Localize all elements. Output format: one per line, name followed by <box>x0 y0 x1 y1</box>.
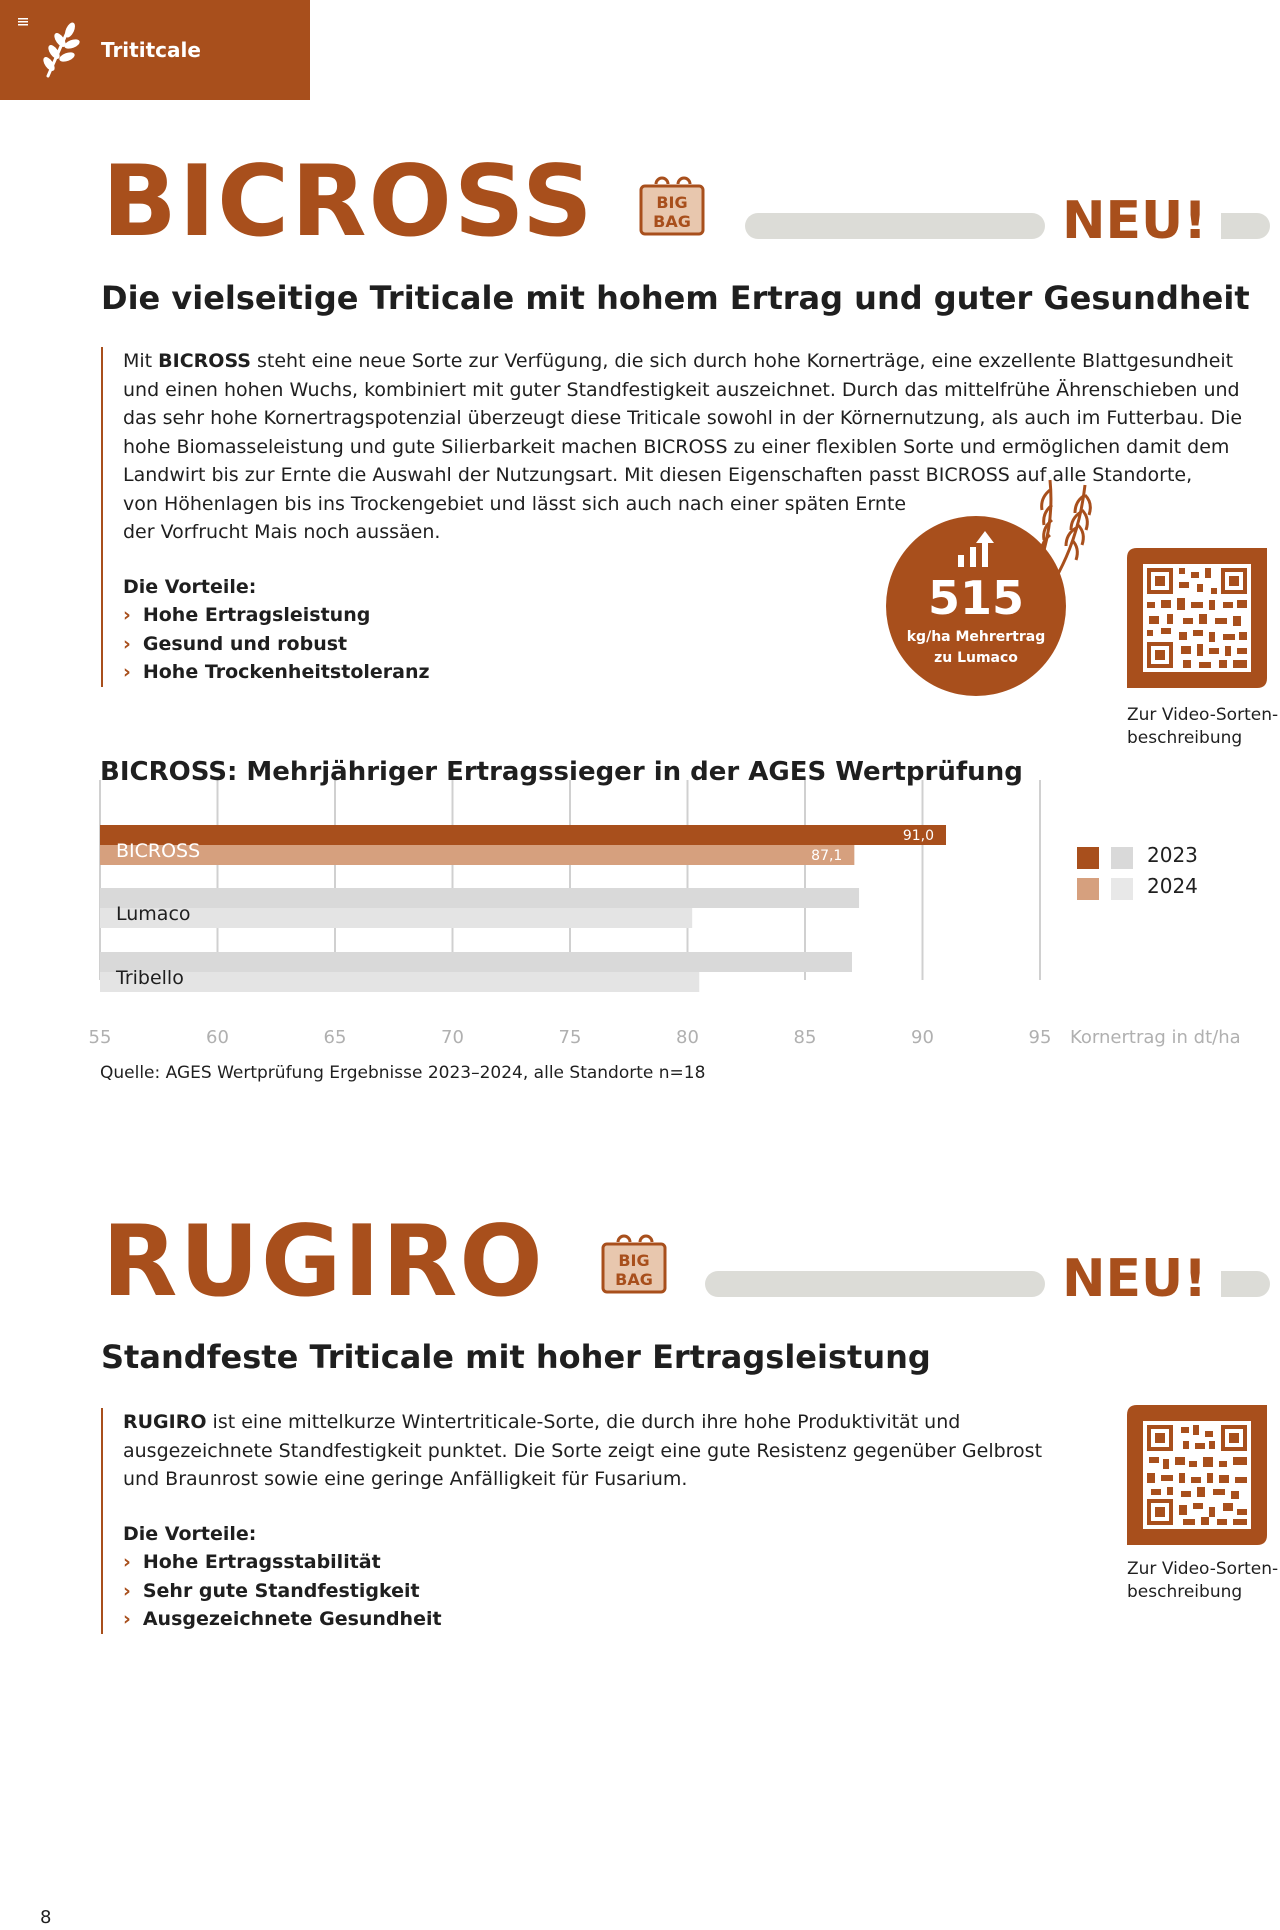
growth-chart-icon <box>956 531 1000 569</box>
legend-swatch <box>1077 878 1099 900</box>
list-item: › Hohe Ertragsstabilität <box>123 1551 381 1573</box>
legend-label: 2024 <box>1147 874 1198 898</box>
bar-2024-bicross <box>100 845 854 865</box>
new-label: NEU! <box>1048 191 1221 251</box>
product-name-rugiro: RUGIRO <box>102 1205 545 1319</box>
new-label: NEU! <box>1048 1249 1221 1309</box>
yield-chart <box>0 760 1280 1060</box>
bar-category-label: Lumaco <box>116 903 191 925</box>
x-tick-label: 60 <box>206 1027 229 1048</box>
big-bag-icon <box>638 172 706 236</box>
big-bag-line2: BAG <box>653 212 691 231</box>
x-tick-label: 65 <box>323 1027 347 1048</box>
badge-line2: zu Lumaco <box>934 650 1018 666</box>
rugiro-description-block <box>101 1408 1081 1634</box>
qr-code-icon[interactable] <box>1127 548 1267 688</box>
legend-label: 2023 <box>1147 843 1198 867</box>
category-header-tab <box>0 0 310 100</box>
list-item: › Hohe Ertragsleistung <box>123 604 371 626</box>
bar-2023-lumaco <box>100 888 859 908</box>
wheat-icon <box>40 22 80 78</box>
qr-caption: Zur Video-Sorten- beschreibung <box>1127 705 1279 748</box>
category-label: Trititcale <box>101 38 201 62</box>
chart-source: Quelle: AGES Wertprüfung Ergebnisse 2023–2024, alle Standorte n=18 <box>100 1063 706 1083</box>
bicross-description-line2: von Höhenlagen bis ins Trockengebiet und lässt sich auch nach einer späten Ernte <box>123 492 907 515</box>
advantages-heading: Die Vorteile: <box>123 1522 257 1545</box>
page-number: 8 <box>40 1907 52 1928</box>
list-item: › Hohe Trockenheitstoleranz <box>123 661 430 683</box>
qr-caption: Zur Video-Sorten- beschreibung <box>1127 1559 1279 1602</box>
x-tick-label: 80 <box>676 1027 699 1048</box>
bar-category-label: BICROSS <box>116 840 201 862</box>
x-tick-label: 55 <box>88 1027 112 1048</box>
new-banner-bar <box>745 213 1045 239</box>
legend-swatch <box>1077 847 1099 869</box>
product-name-bicross: BICROSS <box>102 145 595 259</box>
new-banner-bar <box>705 1271 1045 1297</box>
legend-swatch <box>1111 847 1133 869</box>
rugiro-subtitle: Standfeste Triticale mit hoher Ertragsleistung <box>101 1338 931 1376</box>
bar-category-label: Tribello <box>116 967 184 989</box>
bicross-subtitle: Die vielseitige Triticale mit hohem Ertrag und guter Gesundheit <box>101 279 1250 317</box>
badge-line1: kg/ha Mehrertrag <box>906 629 1046 645</box>
bar-2023-bicross <box>100 825 946 845</box>
bar-data-label: 87,1 <box>811 848 843 864</box>
big-bag-icon <box>600 1230 668 1294</box>
x-tick-label: 90 <box>911 1027 934 1048</box>
x-tick-label: 70 <box>441 1027 464 1048</box>
bicross-description: Mit BICROSS steht eine neue Sorte zur Verfügung, die sich durch hohe Kornerträge, eine exzellente Blattgesundheit und einen hohen Wuchs, kombiniert mit guter Standfestigkeit auszeichnet. Durch das mittelfrühe Ährenschieben und das sehr hohe Kornertragspotenzial überzeugt diese Triticale sowohl in der Körnernutzung, als auch im Futterbau. Die hohe Biomasseleistung und gute Silierbarkeit machen BICROSS zu einer flexiblen Sorte und ermöglichen damit dem Landwirt bis zur Ernte die Auswahl der Nutzungsart. Mit diesen Eigenschaften passt BICROSS auf alle Standorte, <box>123 350 1243 486</box>
badge-value: 515 <box>927 571 1025 625</box>
x-tick-label: 85 <box>793 1027 817 1048</box>
x-tick-label: 75 <box>558 1027 582 1048</box>
advantages-list <box>123 1548 1081 1634</box>
legend-swatch <box>1111 878 1133 900</box>
big-bag-line2: BAG <box>615 1270 653 1289</box>
rugiro-description: RUGIRO ist eine mittelkurze Wintertriticale-Sorte, die durch ihre hohe Produktivität und ausgezeichnete Standfestigkeit punktet. Die Sorte zeigt eine gute Resistenz gegenüber Gelbrost und Braunrost sowie eine geringe Anfälligkeit für Fusarium. <box>123 1411 1043 1490</box>
big-bag-line1: BIG <box>618 1251 650 1270</box>
list-item: › Sehr gute Standfestigkeit <box>123 1579 420 1602</box>
bar-2023-tribello <box>100 952 852 972</box>
x-tick-label: 95 <box>1028 1027 1052 1048</box>
bar-2024-tribello <box>100 972 699 992</box>
qr-code-icon[interactable] <box>1127 1405 1267 1545</box>
list-item: › Ausgezeichnete Gesundheit <box>123 1608 442 1630</box>
big-bag-line1: BIG <box>656 193 688 212</box>
advantages-heading: Die Vorteile: <box>123 575 257 598</box>
menu-icon <box>18 18 28 26</box>
list-item: › Gesund und robust <box>123 632 348 655</box>
chart-title: BICROSS: Mehrjähriger Ertragssieger in der AGES Wertprüfung <box>100 757 1023 787</box>
bicross-description-line3: der Vorfrucht Mais noch aussäen. <box>123 521 441 543</box>
advantages-list <box>123 601 1271 687</box>
bar-data-label: 91,0 <box>902 828 934 844</box>
x-axis-label: Kornertrag in dt/ha <box>1070 1027 1241 1048</box>
